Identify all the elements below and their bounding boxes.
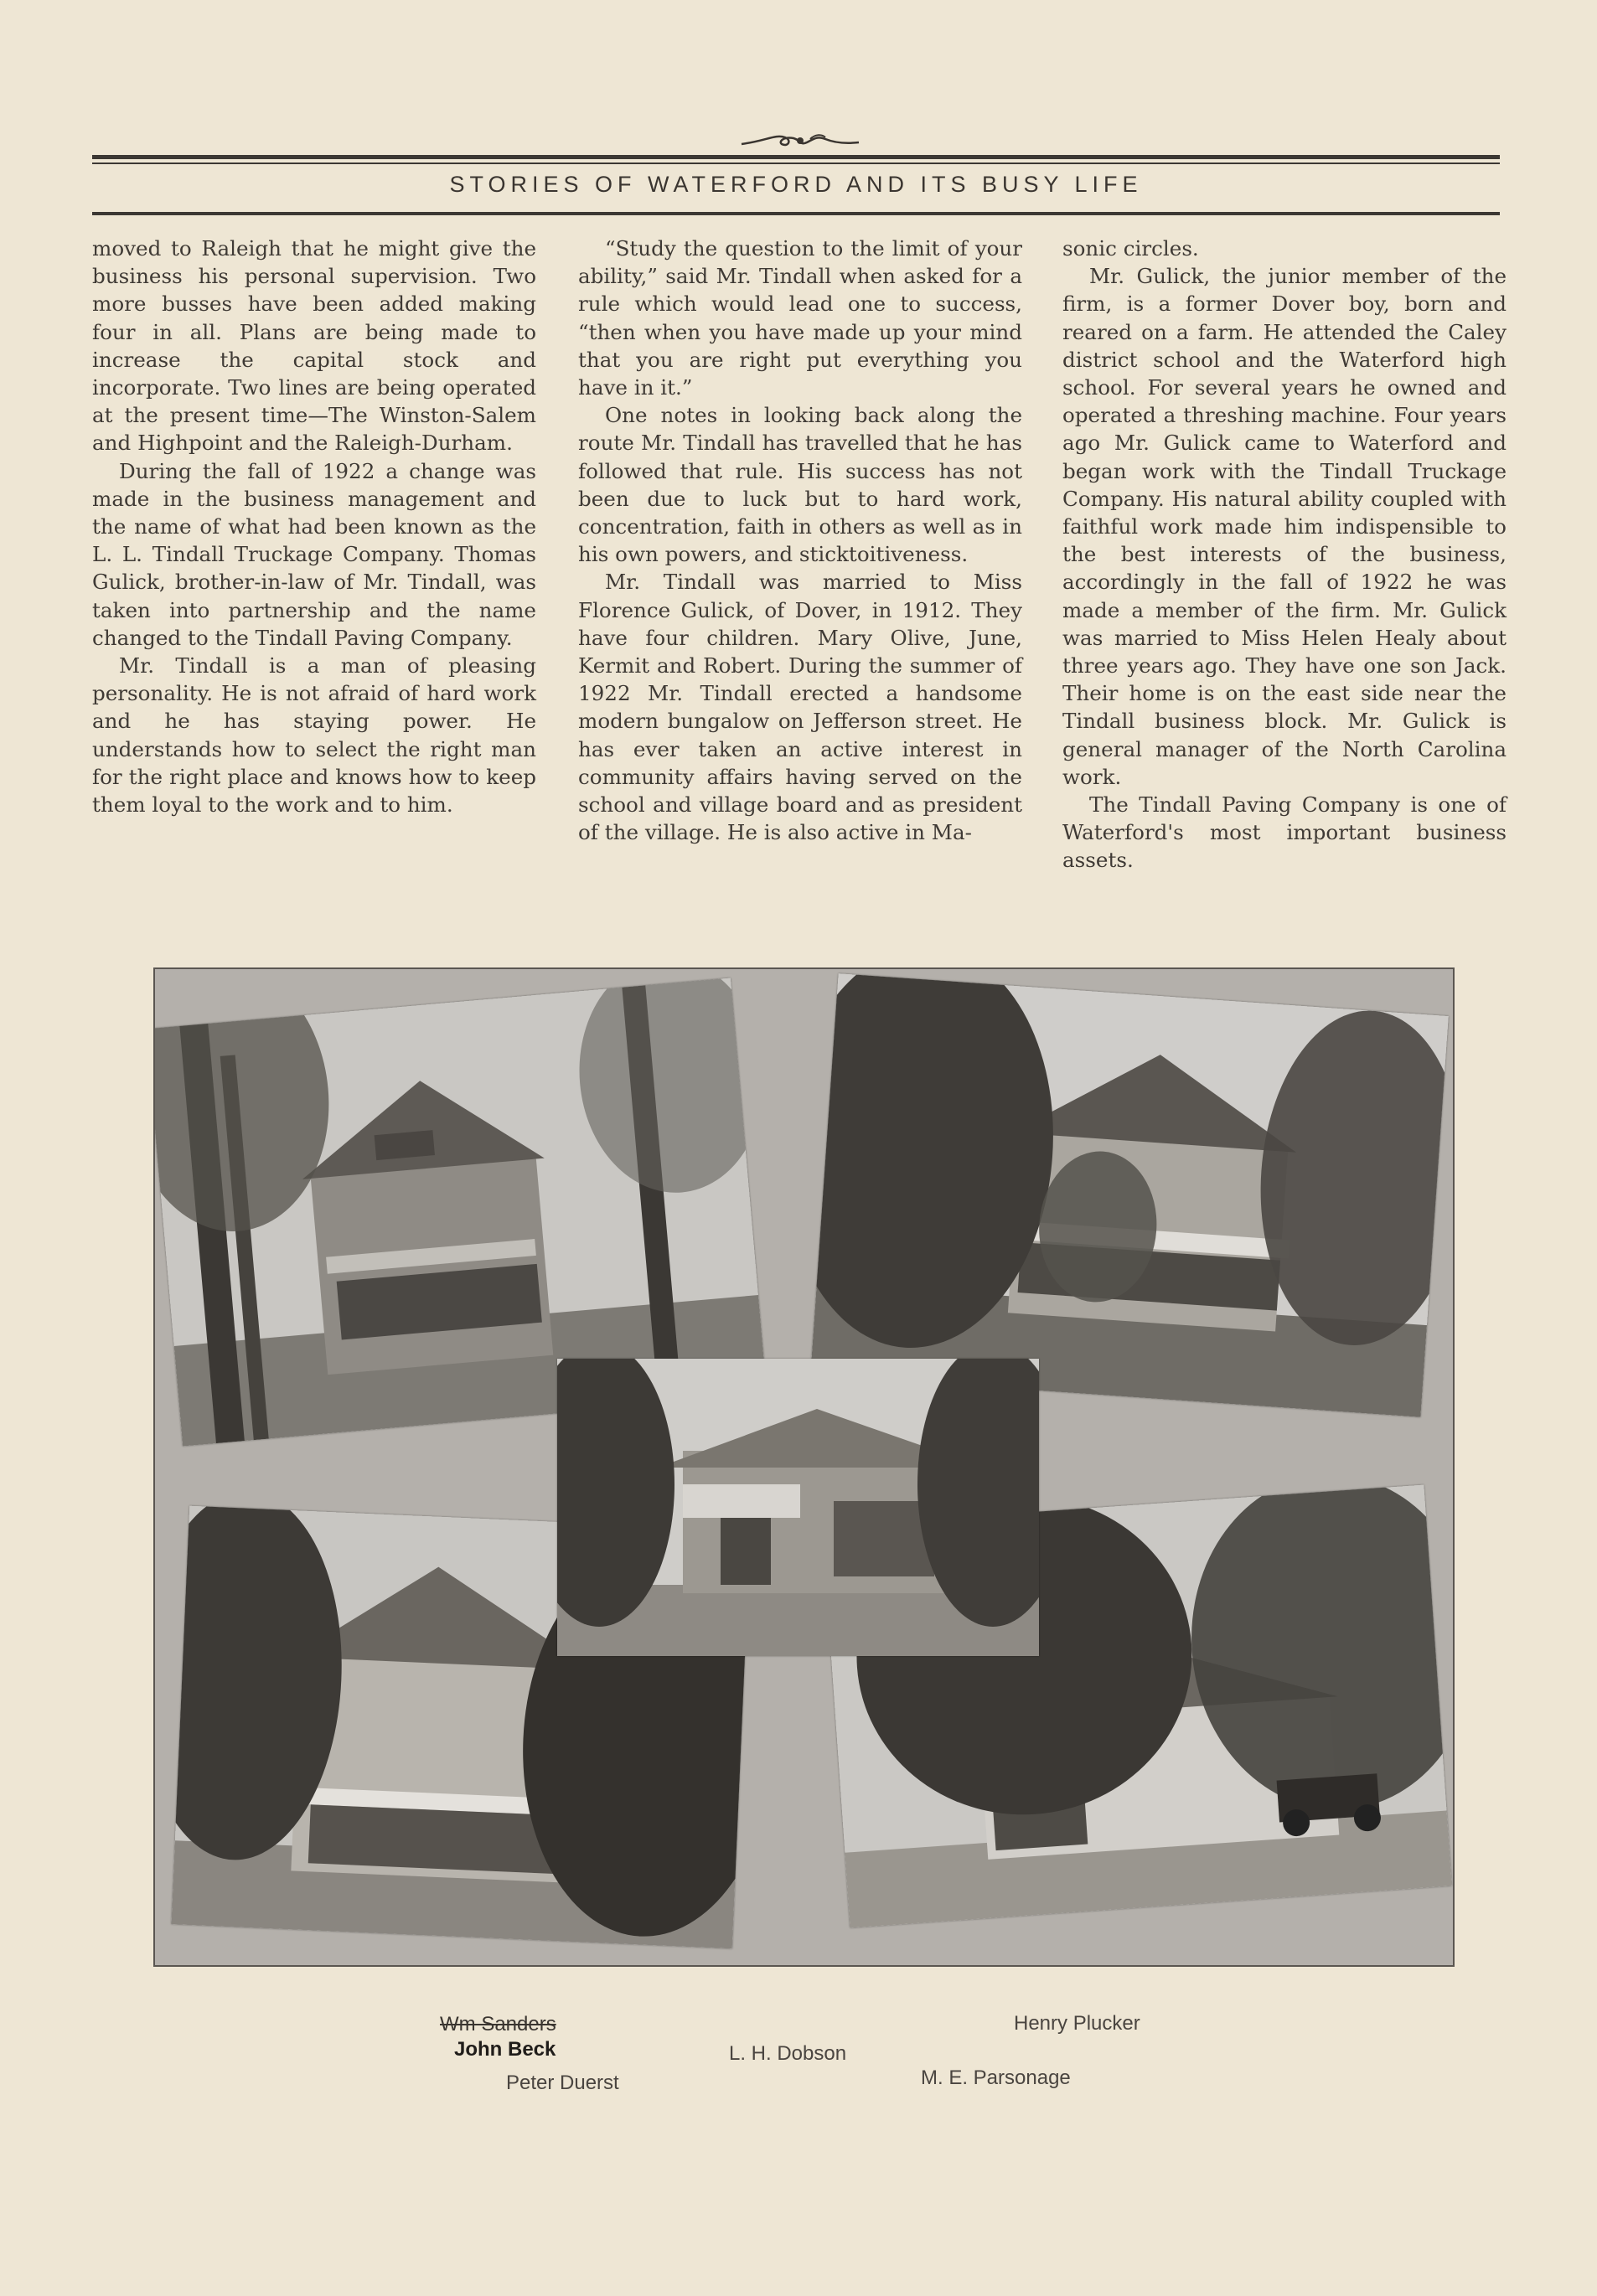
caption-upper-left: John Beck bbox=[454, 2038, 556, 2061]
running-title: STORIES OF WATERFORD AND ITS BUSY LIFE bbox=[449, 172, 1143, 197]
header-rule-bottom bbox=[92, 212, 1500, 215]
article-column-3 bbox=[1062, 235, 1507, 875]
caption-upper-right: Henry Plucker bbox=[1014, 2012, 1140, 2035]
column-2-paragraph-3: Mr. Tindall was married to Miss Florence Gulick, of Dover, in 1912. They have four children. Mary Olive, June, Kermit and Robert. During the summer of 1922 Mr. Tindall erected a handsome modern bungalow on Jefferson street. He has ever taken an active interest in community affairs having served on the school and village board and as president of the village. He is also active in Ma- bbox=[578, 570, 1022, 845]
caption-crossed-out: Wm Sanders bbox=[440, 2013, 556, 2035]
house-photo-collage bbox=[153, 967, 1455, 1967]
ornament-icon bbox=[733, 126, 867, 159]
column-2-paragraph-2: One notes in looking back along the route Mr. Tindall has travelled that he has followed that rule. His success has not been due to luck but to hard work, concentration, faith in others as well as in his own powers, and sticktoitiveness. bbox=[578, 403, 1022, 567]
column-2-paragraph-1: “Study the question to the limit of your ability,” said Mr. Tindall when asked for a rule which would lead one to success, “then when you have made up your mind that you are right put everything you have in it.” bbox=[578, 236, 1022, 400]
column-3-paragraph-2: Mr. Gulick, the junior member of the firm, is a former Dover boy, born and reared on a farm. He attended the Caley district school and the Waterford high school. For several years he owned and operated a threshing machine. Four years ago Mr. Gulick came to Waterford and began work with the Tindall Truckage Company. His natural ability coupled with faithful work made him indispensible to the best interests of the business, accordingly in the fall of 1922 he was made a member of the firm. Mr. Gulick was married to Miss Helen Healy about three years ago. They have one son Jack. Their home is on the east side near the Tindall business block. Mr. Gulick is general manager of the North Carolina work. bbox=[1062, 264, 1507, 789]
column-3-paragraph-3: The Tindall Paving Company is one of Waterford's most important business assets. bbox=[1062, 792, 1507, 873]
header-rule-top-thin bbox=[92, 163, 1500, 164]
photo-house-upper-right bbox=[810, 973, 1449, 1417]
column-1-paragraph-2: During the fall of 1922 a change was made in the business management and the name of what had been known as the L. L. Tindall Truckage Company. Thomas Gulick, brother-in-law of Mr. Tindall, was taken into partnership and the name changed to the Tindall Paving Company. bbox=[92, 458, 536, 650]
column-1-paragraph-1: moved to Raleigh that he might give the business his personal supervision. Two more busses have been added making four in all. Plans are being made to increase the capital stock and incorporate. Two lines are being operated at the present time—The Winston-Salem and Highpoint and the Raleigh-Durham. bbox=[92, 236, 536, 456]
caption-center: L. H. Dobson bbox=[729, 2042, 847, 2065]
column-1-paragraph-3: Mr. Tindall is a man of pleasing personality. He is not afraid of hard work and he has staying power. He understands how to select the right man for the right place and knows how to keep them loyal to the work and to him. bbox=[92, 653, 536, 818]
caption-lower-left: Peter Duerst bbox=[506, 2072, 619, 2094]
column-3-paragraph-1: sonic circles. bbox=[1062, 236, 1199, 261]
photo-house-center bbox=[557, 1359, 1039, 1656]
article-column-1 bbox=[92, 235, 536, 818]
caption-lower-right: M. E. Parsonage bbox=[921, 2066, 1071, 2089]
article-column-2 bbox=[578, 235, 1022, 846]
